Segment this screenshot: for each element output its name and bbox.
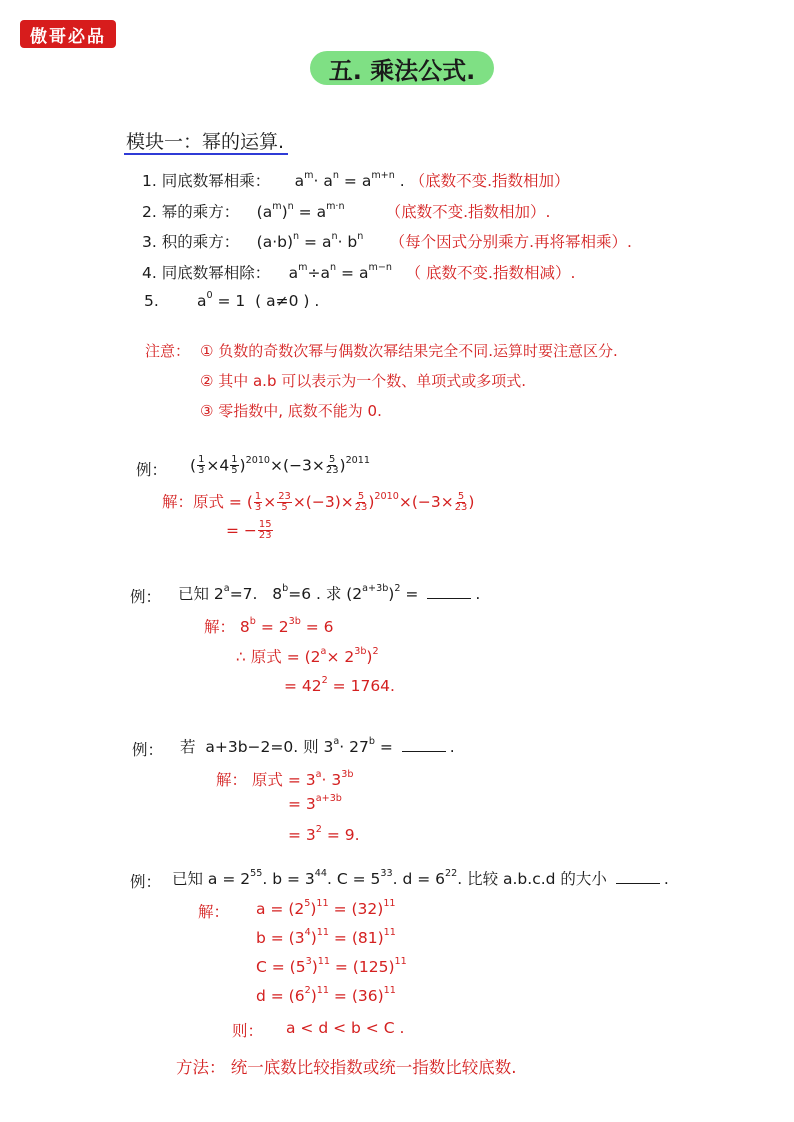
solution-line: 解： $8^b = 2^{3b} = 6$	[204, 616, 334, 636]
rule-formula: $a^0 = 1$ ( a≠0 ) .	[196, 290, 320, 310]
rule-1	[142, 169, 570, 191]
example-question: 若 a+3b−2=0. 则 $3^a\cdot 27^b$ = .	[180, 736, 455, 756]
solution-line: 则：	[232, 1022, 264, 1040]
rule-number: 3.	[142, 233, 157, 251]
rule-number: 1.	[142, 172, 157, 190]
solution-line: $C = (5^3)^{11} = (125)^{11}$	[256, 956, 407, 976]
solution-line: ∴ 原式 = $(2^a\times 2^{3b})^2$	[236, 646, 379, 666]
example-label: 例：	[132, 741, 164, 759]
rule-formula: $(a^m)^n = a^{m\cdot n}$	[256, 201, 345, 221]
note-item: ① 负数的奇数次幂与偶数次幂结果完全不同.运算时要注意区分.	[200, 342, 618, 360]
solution-line: $b = (3^4)^{11} = (81)^{11}$	[256, 927, 396, 947]
example-question: 已知 $2^a=7$. $8^b=6$ . 求 $(2^{a+3b})^2$ = .	[178, 583, 481, 603]
solution-line: = $42^2 = 1764$.	[284, 675, 395, 695]
example-label: 例：	[136, 461, 168, 479]
page-title: 五. 乘法公式.	[310, 51, 494, 85]
solution-line: 解：原式 = ( $\frac{1}{3}$ × $\frac{23}{5}$ ×(−3)× $\frac{5}{23}$ )$^{2010}$×(−3× $\frac{5}{23}$ )	[162, 490, 475, 513]
rule-note: （底数不变.指数相加）.	[385, 203, 551, 221]
rule-formula: $a^m\cdot a^n = a^{m+n}$ .	[294, 170, 405, 190]
module-underline	[124, 153, 288, 155]
module-heading: 模块一：幂的运算.	[126, 131, 285, 153]
example-label: 例：	[130, 588, 162, 606]
rule-number: 4.	[142, 264, 157, 282]
solution-line: = $3^{a+3b}$	[288, 793, 342, 813]
example-question: ( $\frac{1}{3}$ ×4 $\frac{1}{5}$ )$^{2010}$×(−3× $\frac{5}{23}$ )$^{2011}$	[190, 454, 370, 477]
logo: 傲哥必品	[20, 20, 116, 48]
note-item: ② 其中 a.b 可以表示为一个数、单项式或多项式.	[200, 372, 527, 390]
rule-name: 幂的乘方：	[161, 203, 240, 221]
solution-line: 解： 原式 = $3^a\cdot 3^{3b}$	[216, 769, 354, 789]
solution-line: = $3^2 = 9$.	[288, 824, 360, 844]
rule-name: 积的乘方：	[161, 233, 240, 251]
solution-line: = − $\frac{15}{23}$	[226, 519, 272, 542]
rule-note: （ 底数不变.指数相减）.	[405, 264, 576, 282]
rule-name: 同底数幂相除：	[161, 264, 271, 282]
solution-line: $d = (6^2)^{11} = (36)^{11}$	[256, 985, 396, 1005]
example-label: 例：	[130, 873, 162, 891]
rule-number: 2.	[142, 203, 157, 221]
rule-2	[142, 200, 550, 222]
rule-name: 同底数幂相乘：	[161, 172, 271, 190]
solution-line: $a = (2^5)^{11} = (32)^{11}$	[256, 898, 396, 918]
note-item: ③ 零指数中, 底数不能为 0.	[200, 402, 382, 420]
rule-note: （底数不变.指数相加）	[409, 172, 570, 190]
rule-4	[142, 261, 575, 283]
rule-number: 5.	[144, 292, 159, 310]
rule-3	[142, 230, 632, 252]
rule-note: （每个因式分别乘方.再将幂相乘）.	[389, 233, 632, 251]
solution-line: a < d < b < C .	[286, 1019, 405, 1037]
example-question: 已知 $a = 2^{55}$. $b = 3^{44}$. $C = 5^{33}$. $d = 6^{22}$. 比较 a.b.c.d 的大小 .	[172, 868, 669, 888]
rule-formula: $a^m\div a^n = a^{m-n}$	[288, 262, 392, 282]
method-summary: 方法： 统一底数比较指数或统一指数比较底数.	[176, 1058, 517, 1077]
solution-line: 解：	[198, 903, 230, 921]
notes-label: 注意：	[145, 342, 191, 360]
rule-5	[144, 292, 319, 310]
rule-formula: $(a\cdot b)^n = a^n\cdot b^n$	[256, 231, 364, 251]
